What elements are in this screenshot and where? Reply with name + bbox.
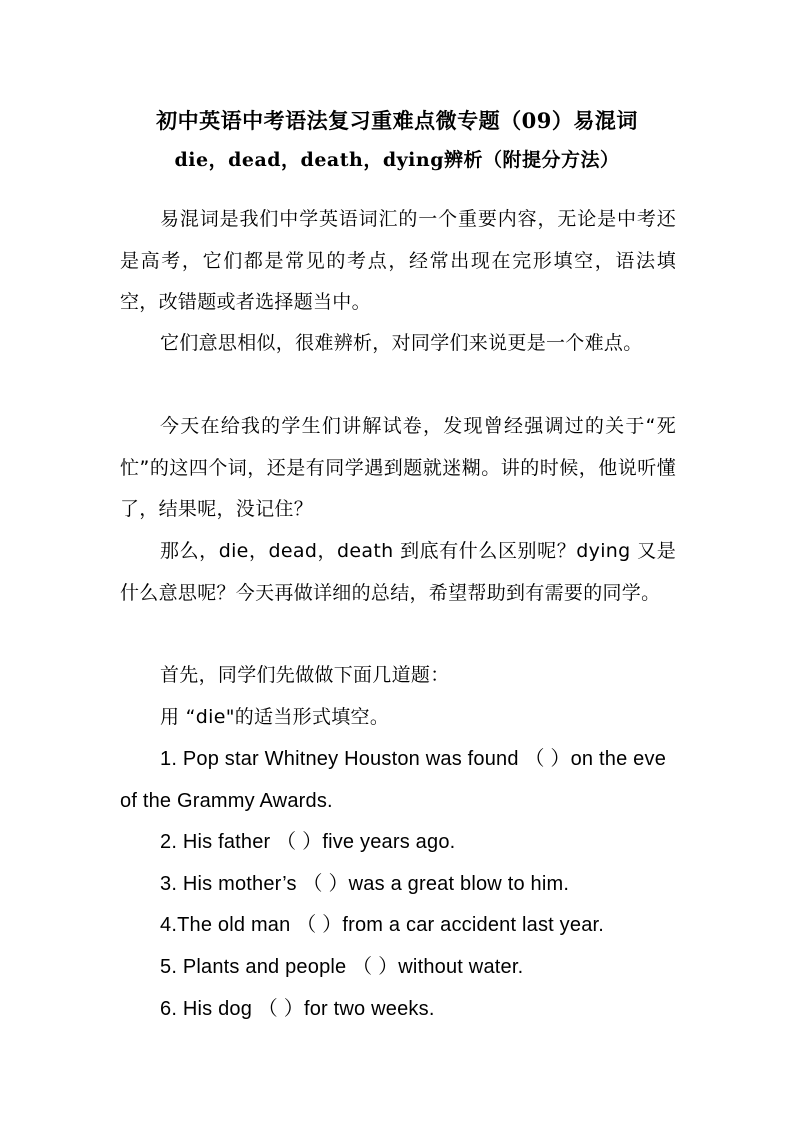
exercise-question — [120, 822, 676, 864]
difficulty-paragraph — [120, 323, 676, 365]
question-text: 6. His dog （ ）for two weeks. — [160, 998, 435, 1020]
exercise-intro — [120, 655, 676, 697]
exercise-question — [120, 905, 676, 947]
document-title: 初中英语中考语法复习重难点微专题（09）易混词 — [156, 108, 638, 133]
question-text: 3. His mother’s （ ）was a great blow to him. — [160, 873, 570, 895]
document-subtitle: die，dead，death，dying辨析（附提分方法） — [174, 149, 620, 171]
paragraph-text: 那么，die，dead，death 到底有什么区别呢？dying 又是什么意思呢？今天再做详细的总结，希望帮助到有需要的同学。 — [120, 540, 676, 604]
paragraph-text: 首先，同学们先做做下面几道题： — [160, 664, 450, 686]
intro-paragraph — [120, 199, 676, 324]
exercise-question — [120, 864, 676, 906]
exercise-question — [120, 739, 676, 822]
paragraph-text: 它们意思相似，很难辨析，对同学们来说更是一个难点。 — [160, 332, 643, 354]
question-text: 4.The old man （ ）from a car accident last year. — [160, 914, 605, 936]
paragraph-text: 用 “die"的适当形式填空。 — [160, 706, 390, 728]
paragraph-text: 今天在给我的学生们讲解试卷，发现曾经强调过的关于“死忙”的这四个词，还是有同学遇到题就迷糊。讲的时候，他说听懂了，结果呢，没记住？ — [120, 415, 676, 520]
question-text: 1. Pop star Whitney Houston was found （ ）on the eve of the Grammy Awards. — [120, 748, 667, 812]
question-paragraph — [120, 531, 676, 614]
question-text: 5. Plants and people （ ）without water. — [160, 956, 524, 978]
exercise-instruction — [120, 697, 676, 739]
question-text: 2. His father （ ）five years ago. — [160, 831, 456, 853]
context-paragraph — [120, 406, 676, 531]
exercise-question — [120, 947, 676, 989]
exercise-question — [120, 989, 676, 1031]
paragraph-text: 易混词是我们中学英语词汇的一个重要内容，无论是中考还是高考，它们都是常见的考点，经常出现在完形填空，语法填空，改错题或者选择题当中。 — [120, 208, 676, 313]
